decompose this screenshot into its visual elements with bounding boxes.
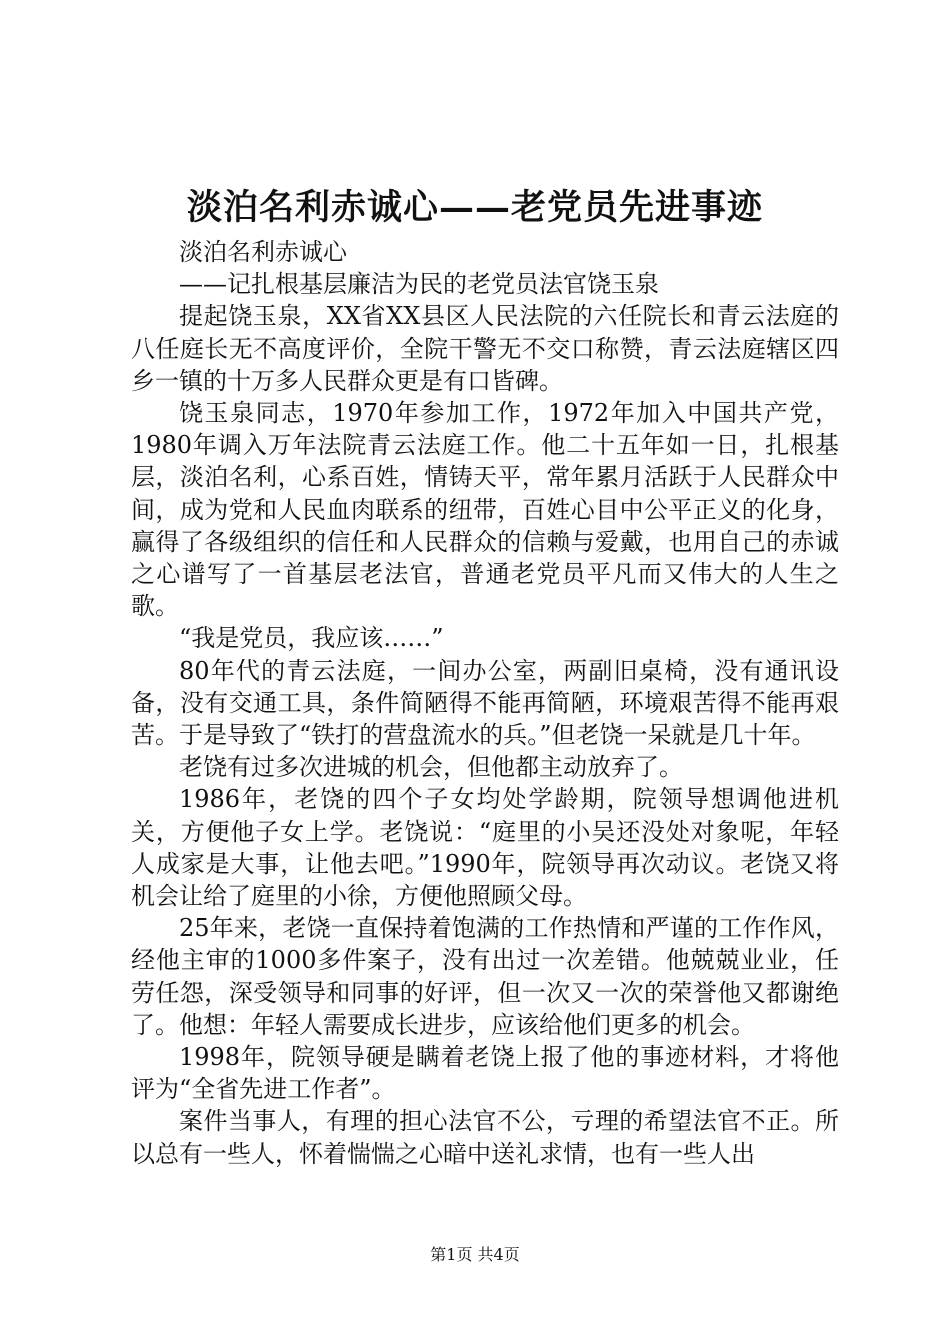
paragraph: 案件当事人，有理的担心法官不公，亏理的希望法官不正。所以总有一些人，怀着惴惴之心暗中送礼求情，也有一些人出 bbox=[131, 1107, 839, 1168]
page-number-footer: 第1页 共4页 bbox=[430, 1245, 520, 1264]
paragraph: 老饶有过多次进城的机会，但他都主动放弃了。 bbox=[179, 753, 683, 782]
paragraph: 80年代的青云法庭，一间办公室，两副旧桌椅，没有通讯设备，没有交通工具，条件简陋得不能再简陋，环境艰苦得不能再艰苦。于是导致了“铁打的营盘流水的兵。”但老饶一呆就是几十年。 bbox=[131, 656, 839, 750]
subtitle-line: 淡泊名利赤诚心 bbox=[179, 238, 347, 266]
document-body bbox=[131, 236, 839, 1170]
section-heading: “我是党员，我应该……” bbox=[179, 624, 444, 653]
paragraph: 饶玉泉同志，1970年参加工作，1972年加入中国共产党，1980年调入万年法院青云法庭工作。他二十五年如一日，扎根基层，淡泊名利，心系百姓，情铸天平，常年累月活跃于人民群众中间，成为党和人民血肉联系的纽带，百姓心目中公平正义的化身，赢得了各级组织的信任和人民群众的信赖与爱戴，也用自己的赤诚之心谱写了一首基层老法官，普通老党员平凡而又伟大的人生之歌。 bbox=[131, 399, 839, 621]
paragraph: 提起饶玉泉，XX省XX县区人民法院的六任院长和青云法庭的八任庭长无不高度评价，全院干警无不交口称赞，青云法庭辖区四乡一镇的十万多人民群众更是有口皆碑。 bbox=[131, 302, 839, 395]
subtitle-byline: ——记扎根基层廉洁为民的老党员法官饶玉泉 bbox=[179, 270, 659, 299]
paragraph: 1998年，院领导硬是瞒着老饶上报了他的事迹材料，才将他评为“全省先进工作者”。 bbox=[131, 1043, 839, 1104]
paragraph: 1986年，老饶的四个子女均处学龄期，院领导想调他进机关，方便他子女上学。老饶说：“庭里的小吴还没处对象呢，年轻人成家是大事，让他去吧。”1990年，院领导再次动议。老饶又将机会让给了庭里的小徐，方便他照顾父母。 bbox=[131, 785, 839, 911]
paragraph: 25年来，老饶一直保持着饱满的工作热情和严谨的工作作风，经他主审的1000多件案子，没有出过一次差错。他兢兢业业，任劳任怨，深受领导和同事的好评，但一次又一次的荣誉他又都谢绝了。他想：年轻人需要成长进步，应该给他们更多的机会。 bbox=[131, 914, 839, 1039]
document-title: 淡泊名利赤诚心——老党员先进事迹 bbox=[186, 187, 763, 228]
